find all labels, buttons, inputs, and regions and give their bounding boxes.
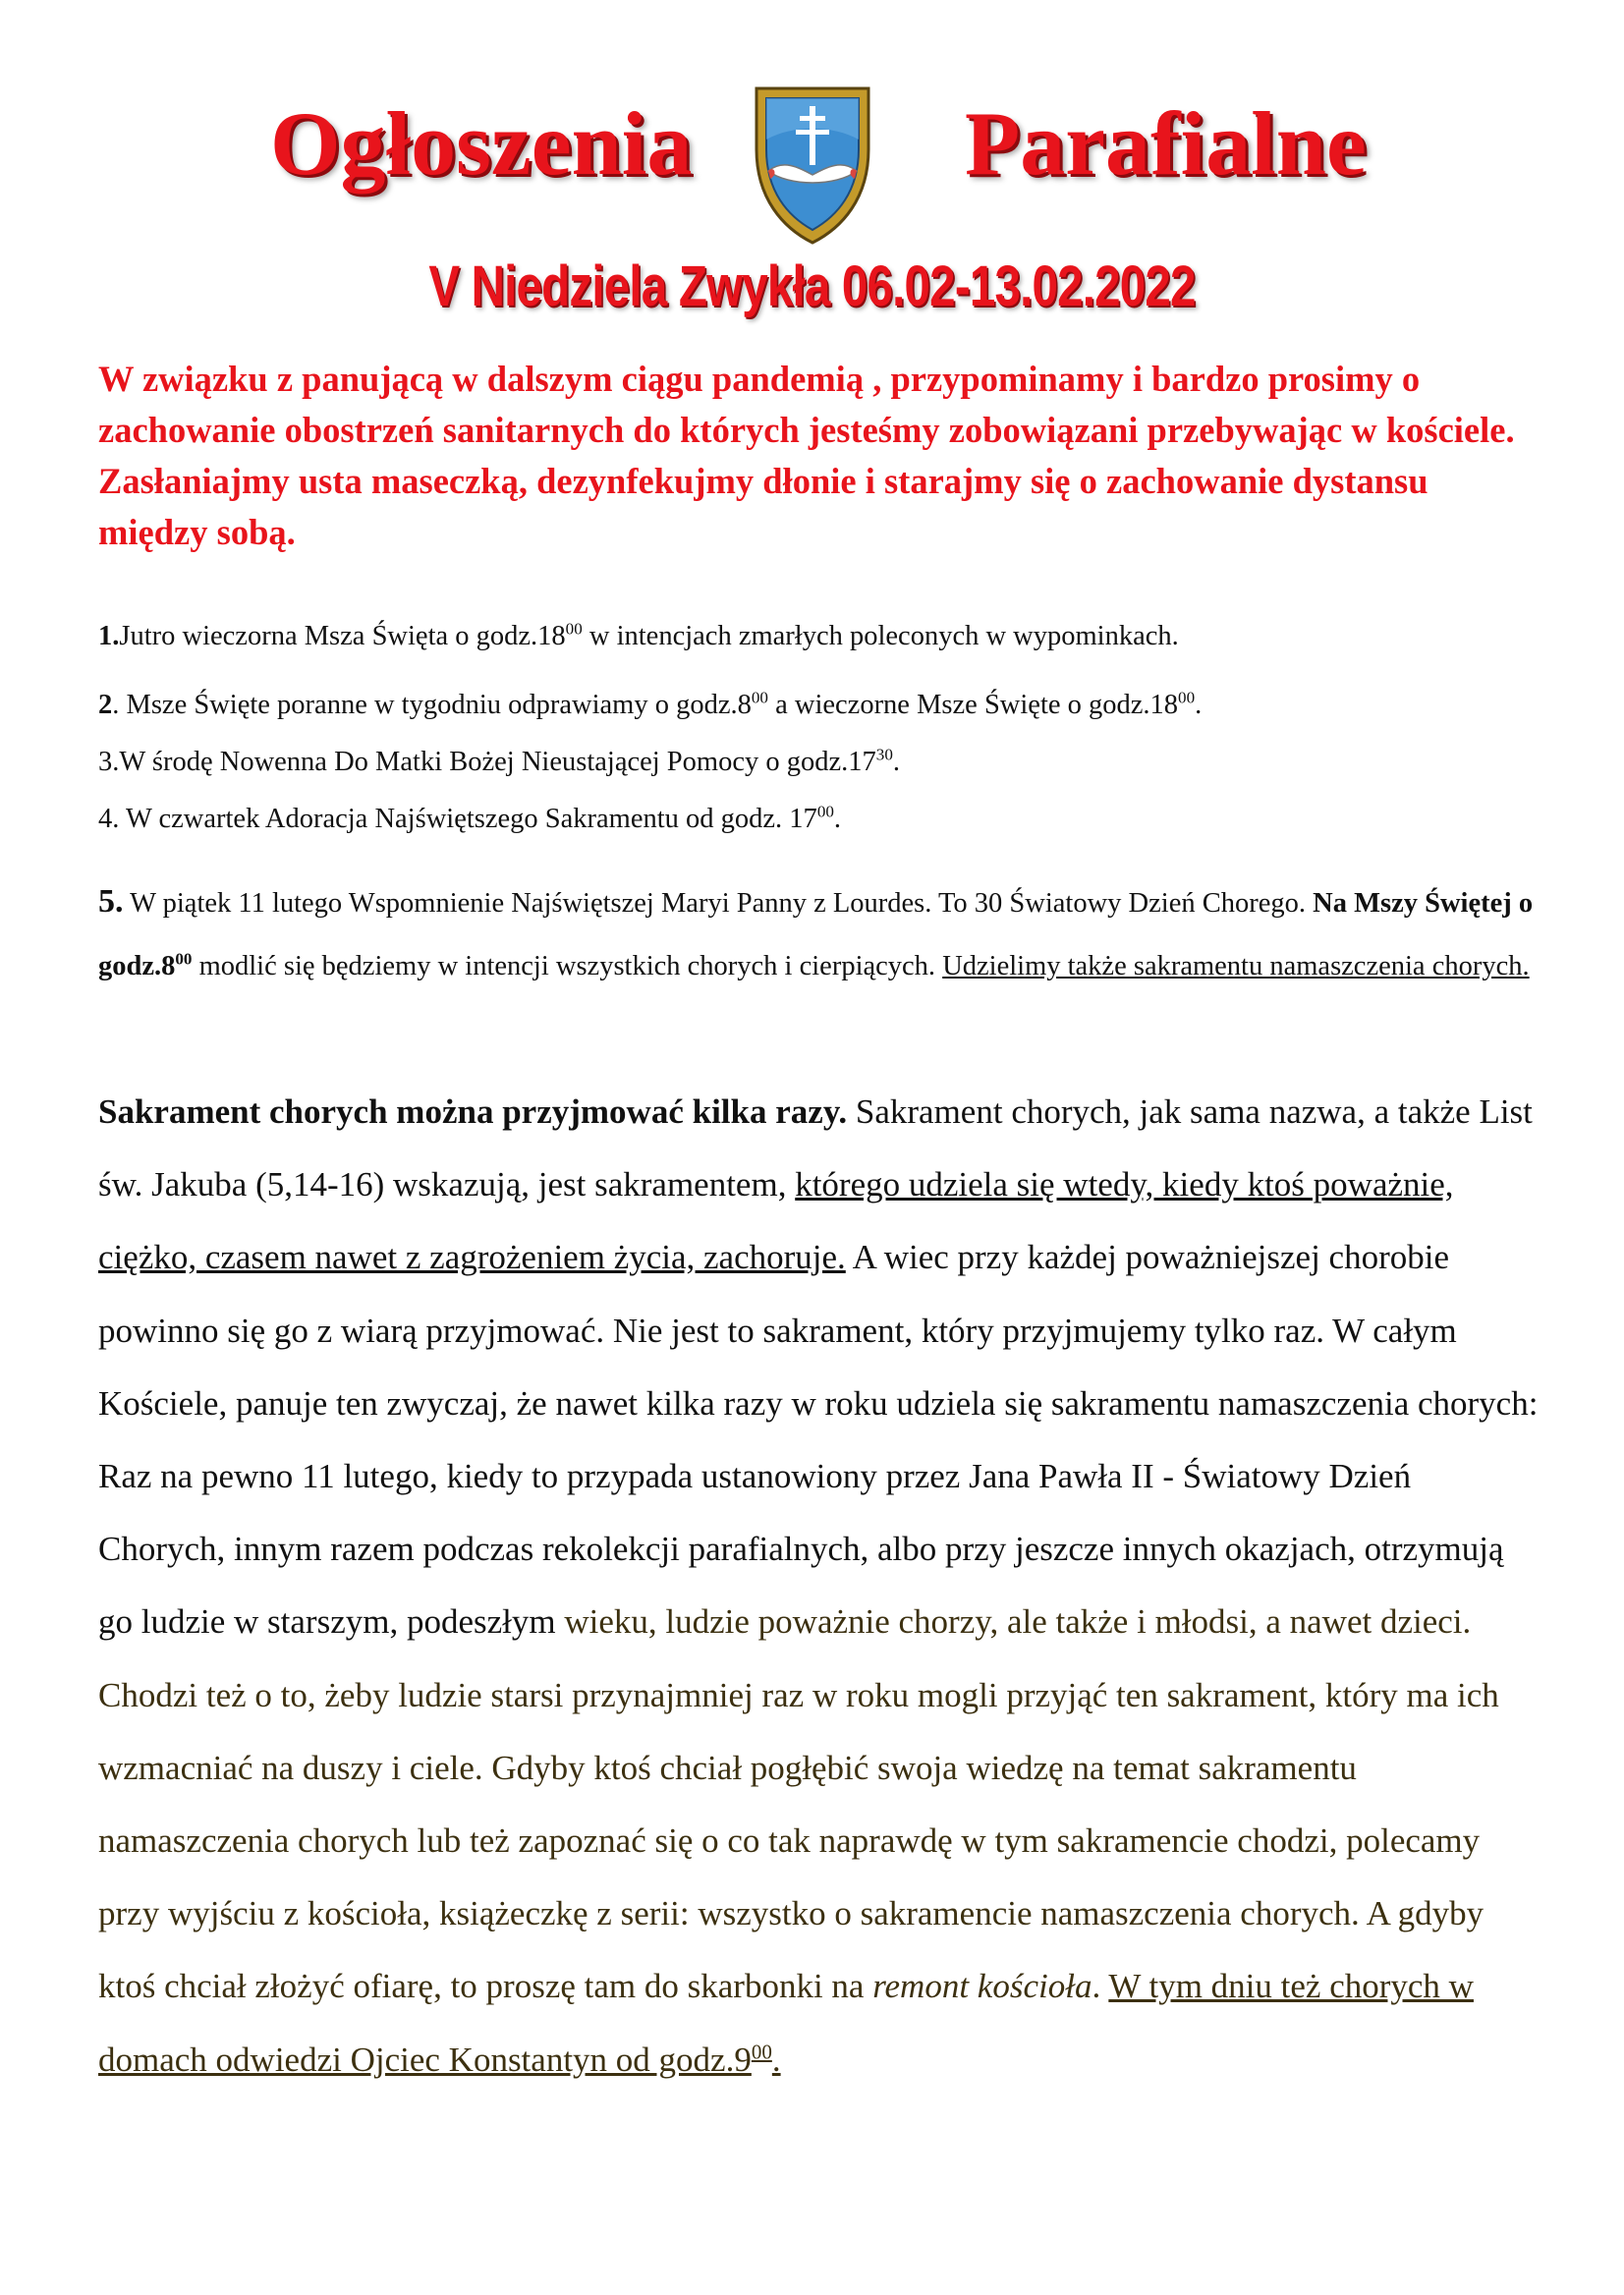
article-underlined-text: którego udziela się wtedy, kiedy ktoś poważnie, ciężko, czasem nawet z zagrożeniem życia, zachoruje.	[98, 1165, 1454, 1277]
article-text: wieku, ludzie poważnie chorzy, ale także i młodsi, a nawet dzieci. Chodzi też o to, żeby ludzie starsi przynajmniej raz w roku mogli przyjąć ten sakrament, który ma ich wzmacniać na duszy i ciele. Gdyby ktoś chciał pogłębić swoja wiedzę na temat sakramentu namaszczenia chorych lub też zapoznać się o co tak naprawdę w tym sakramencie chodzi, polecamy przy wyjściu z kościoła, książeczkę z serii: wszystko o sakramencie namaszczenia chorych. A gdyby ktoś chciał złożyć ofiarę, to proszę tam do skarbonki na	[98, 1602, 1499, 2006]
item-number: 2	[98, 690, 113, 720]
announcement-item-2	[98, 684, 1542, 727]
announcement-item-3	[98, 741, 1542, 784]
time-superscript: 00	[565, 619, 583, 639]
article-lead: Sakrament chorych można przyjmować kilka razy.	[98, 1092, 848, 1131]
item-text: 3.W środę Nowenna Do Matki Bożej Nieustającej Pomocy o godz.17	[98, 747, 876, 777]
item-text: .	[833, 804, 842, 834]
time-superscript: 00	[751, 2039, 772, 2063]
item-text: W piątek 11 lutego Wspomnienie Najświętszej Maryi Panny z Lourdes. To 30 Światowy Dzień Chorego.	[123, 888, 1314, 919]
time-superscript: 00	[1178, 688, 1196, 707]
item-underlined-text: Udzielimy także sakramentu namaszczenia chorych.	[942, 951, 1530, 981]
item-text: .	[892, 747, 900, 777]
title-left: Ogłoszenia	[270, 93, 693, 194]
time-superscript: 00	[175, 949, 193, 969]
sacrament-article	[98, 1076, 1542, 2097]
article-text: Sakrament chorych, jak sama nazwa, a także List św. Jakuba (5,14-16) wskazują, jest sakramentem,	[98, 1092, 1533, 1204]
time-superscript: 30	[875, 745, 893, 764]
item-number: 1.	[98, 621, 120, 651]
title-right: Parafialne	[965, 93, 1367, 194]
item-text: a wieczorne Msze Święte o godz.18	[767, 690, 1179, 720]
item-text: w intencjach zmarłych poleconych w wypominkach.	[582, 621, 1179, 651]
time-superscript: 00	[816, 802, 834, 821]
parish-crest-icon	[749, 81, 876, 248]
time-superscript: 00	[751, 688, 768, 707]
pandemic-warning: W związku z panującą w dalszym ciągu pandemią , przypominamy i bardzo prosimy o zachowanie obostrzeń sanitarnych do których jesteśmy zobowiązani przebywając w kościele. Zasłaniajmy usta maseczką, dezynfekujmy dłonie i starajmy się o zachowanie dystansu między sobą.	[98, 359, 1515, 552]
item-text: Jutro wieczorna Msza Święta o godz.18	[119, 621, 566, 651]
page-subtitle: V Niedziela Zwykła 06.02-13.02.2022	[428, 254, 1196, 318]
announcement-item-4	[98, 798, 1542, 841]
article-italic-text: remont kościoła	[872, 1967, 1092, 2006]
article-text: .	[1092, 1967, 1109, 2006]
item-number: 5.	[98, 883, 124, 920]
article-underlined-text: W tym dniu też chorych w domach odwiedzi Ojciec Konstantyn od godz.9	[98, 1967, 1474, 2079]
item-text: .	[1195, 690, 1203, 720]
header	[0, 59, 1624, 255]
item-bold-text: Na Mszy Świętej o godz.8	[98, 888, 1534, 981]
item-text: 4. W czwartek Adoracja Najświętszego Sakramentu od godz. 17	[98, 804, 817, 834]
item-text: . Msze Święte poranne w tygodniu odprawiamy o godz.8	[112, 690, 752, 720]
article-text: A wiec przy każdej poważniejszej chorobie powinno się go z wiarą przyjmować. Nie jest to sakrament, który przyjmujemy tylko raz. W całym Kościele, panuje ten zwyczaj, że nawet kilka razy w roku udziela się sakramentu namaszczenia chorych: Raz na pewno 11 lutego, kiedy to przypada ustanowiony przez Jana Pawła II - Światowy Dzień Chorych, innym razem podczas rekolekcji parafialnych, albo przy jeszcze innych okazjach, otrzymują go ludzie w starszym, podeszłym	[98, 1238, 1539, 1642]
announcement-item-1	[98, 615, 1542, 658]
item-text: modlić się będziemy w intencji wszystkich chorych i cierpiących.	[192, 951, 943, 981]
article-underlined-text: .	[771, 2040, 781, 2079]
announcement-item-5	[98, 870, 1542, 998]
